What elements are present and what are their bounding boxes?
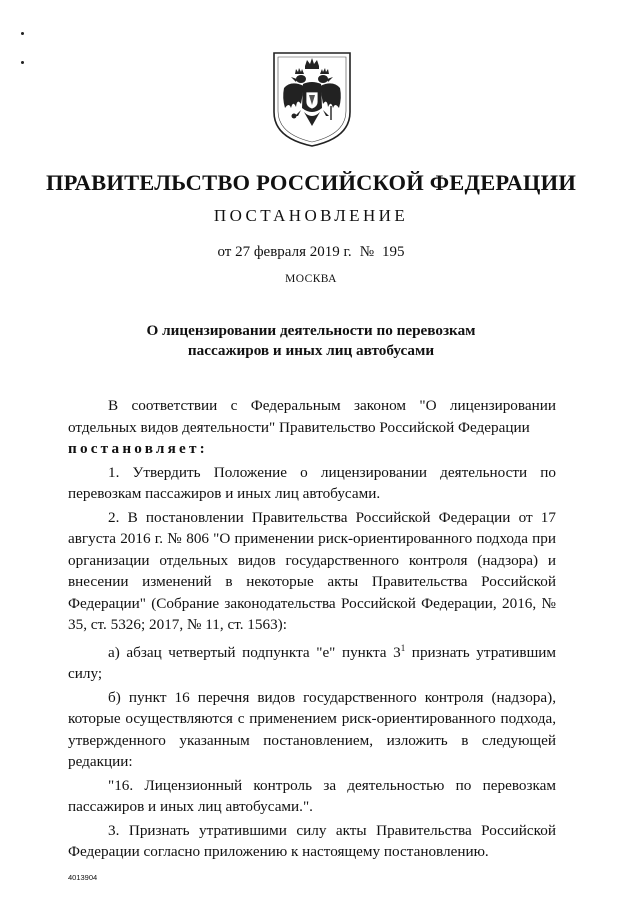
document-date-line xyxy=(0,244,622,261)
document-id: 4013904 xyxy=(68,873,98,882)
government-title: ПРАВИТЕЛЬСТВО РОССИЙСКОЙ ФЕДЕРАЦИИ xyxy=(45,170,577,195)
document-heading xyxy=(0,321,622,361)
city: МОСКВА xyxy=(285,273,337,285)
heading-line: пассажиров и иных лиц автобусами xyxy=(187,342,435,359)
russian-coat-of-arms-icon xyxy=(271,50,353,148)
item-2a-tail: признать утратившим силу; xyxy=(68,643,557,682)
item-2a-superscript: 1 xyxy=(400,642,406,653)
preamble-text: В соответствии с Федеральным законом "О лицензировании отдельных видов деятельности" Правительство Российской Федерации xyxy=(68,397,556,436)
preamble xyxy=(68,395,556,460)
document-number: 195 xyxy=(382,244,405,260)
paragraph-item-2: 2. В постановлении Правительства Российской Федерации от 17 августа 2016 г. № 806 "О применении риск-ориентированного подхода при организации отдельных видов государственного контроля (надзора) и внесении изменений в некоторые акты Правительства Российской Федерации" (Собрание законодательства Российской Федерации, 2016, № 35, ст. 5326; 2017, № 11, ст. 1563): xyxy=(68,508,556,633)
scan-mark xyxy=(21,32,24,35)
item-2a-text: а) абзац четвертый подпункта "е" пункта 3 xyxy=(108,643,401,661)
heading-line: О лицензировании деятельности по перевозкам xyxy=(146,322,476,339)
decree-word: постановляет: xyxy=(68,440,208,457)
paragraph-item-2a xyxy=(68,638,556,685)
scan-mark xyxy=(21,61,24,64)
document-date: от 27 февраля 2019 г. xyxy=(217,244,352,260)
paragraph-item-1: 1. Утвердить Положение о лицензировании деятельности по перевозкам пассажиров и иных лиц автобусами. xyxy=(68,463,556,502)
number-sign: № xyxy=(359,244,374,260)
paragraph-item-2b: б) пункт 16 перечня видов государственного контроля (надзора), которые осуществляются с применением риск-ориентированного подхода, утвержденного указанным постановлением, изложить в следующей редакции: xyxy=(68,688,556,770)
paragraph-item-2b-quote: "16. Лицензионный контроль за деятельностью по перевозкам пассажиров и иных лиц автобусами.". xyxy=(68,776,556,815)
document-type: ПОСТАНОВЛЕНИЕ xyxy=(213,206,409,225)
document-body xyxy=(68,395,556,863)
paragraph-item-3: 3. Признать утратившими силу акты Правительства Российской Федерации согласно приложению к настоящему постановлению. xyxy=(68,821,556,860)
